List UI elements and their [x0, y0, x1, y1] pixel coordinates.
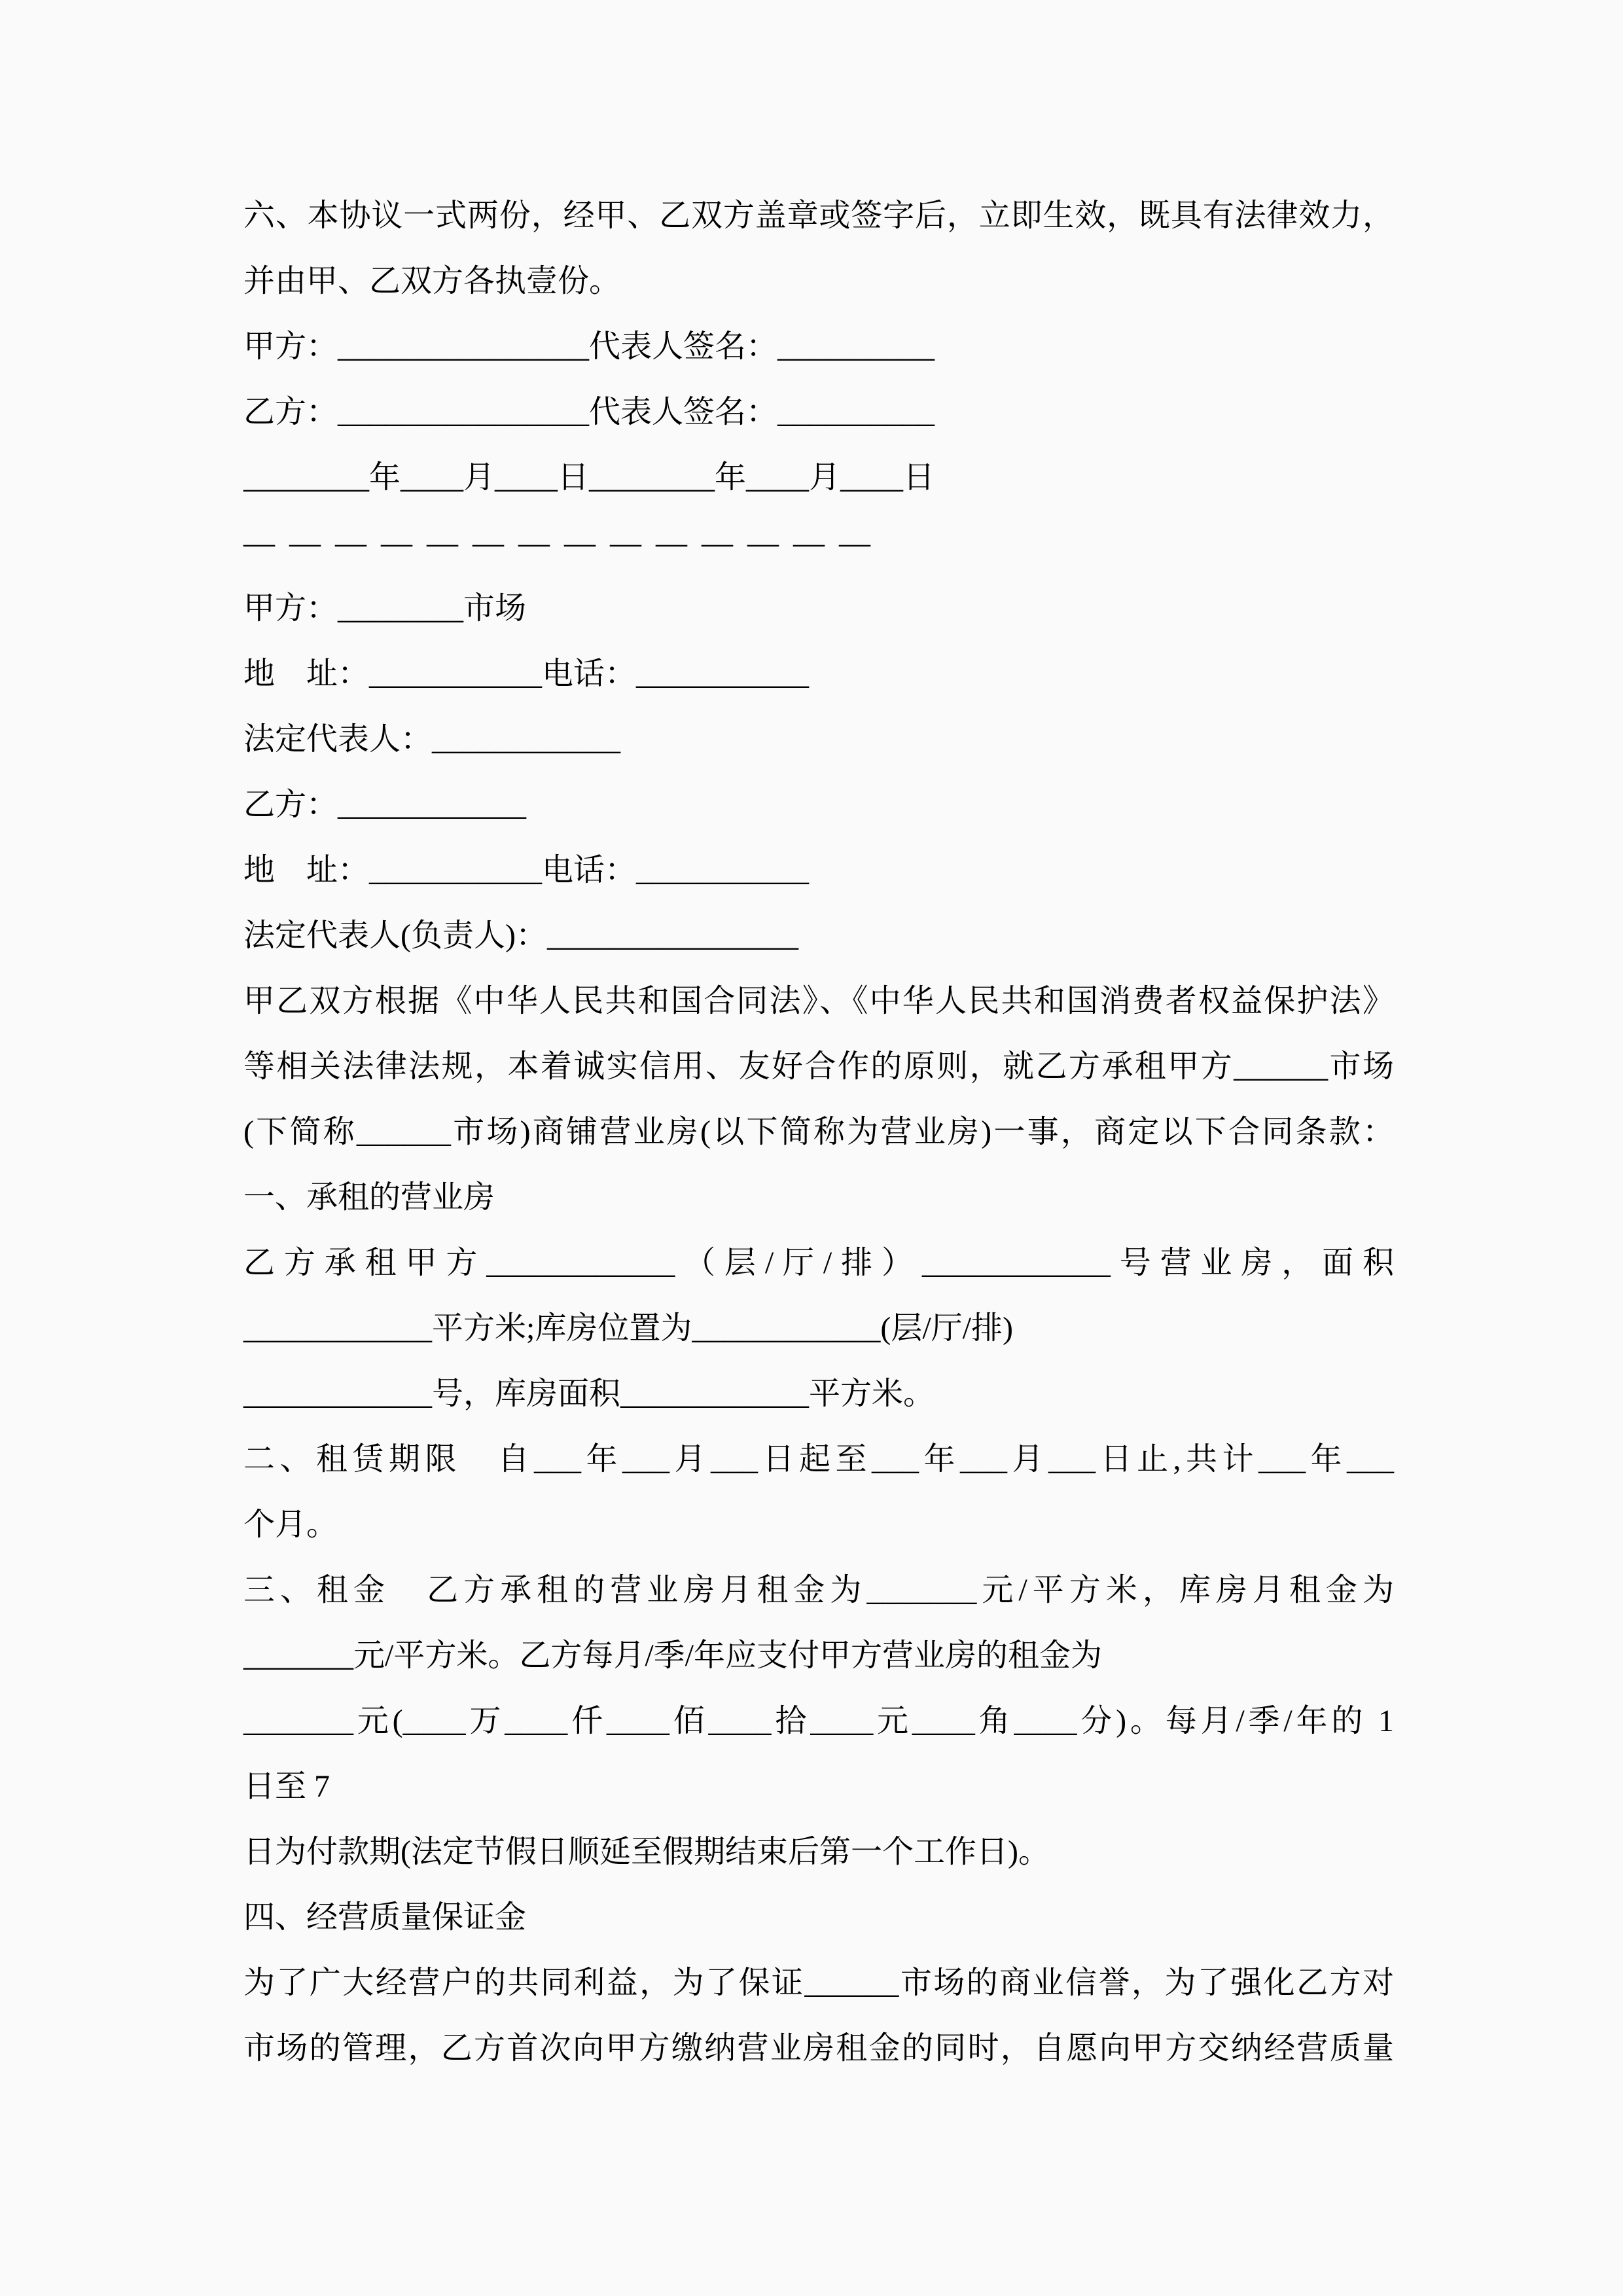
party-a-name-line: 甲方：________市场 [243, 591, 527, 626]
preamble-line-1: 甲乙双方根据《中华人民共和国合同法》、《中华人民共和国消费者权益保护法》 [243, 984, 1394, 1018]
clause-3-line-3: _______元(____万____仟____佰____拾____元____角____分)。每月/季/年的 1 [243, 1704, 1394, 1738]
clause-3-line-5: 日为付款期(法定节假日顺延至假期结束后第一个工作日)。 [243, 1835, 1050, 1869]
preamble-line-3: (下简称______市场)商铺营业房(以下简称为营业房)一事，商定以下合同条款： [243, 1115, 1394, 1149]
clause-1-title: 一、承租的营业房 [243, 1180, 495, 1215]
clause-3-line-4: 日至 7 [243, 1769, 330, 1804]
clause-3-line-1: 三、租金 乙方承租的营业房月租金为_______元/平方米，库房月租金为 [243, 1573, 1394, 1607]
preamble-line-2: 等相关法律法规，本着诚实信用、友好合作的原则，就乙方承租甲方______市场 [243, 1049, 1394, 1084]
party-b-address-line: 地 址：___________电话：___________ [243, 853, 810, 888]
clause-1-line-2: ____________平方米;库房位置为____________(层/厅/排) [243, 1311, 1013, 1346]
party-a-address-line: 地 址：___________电话：___________ [243, 656, 810, 691]
party-b-name-line: 乙方：____________ [243, 787, 527, 822]
party-b-rep-line: 法定代表人(负责人)：________________ [243, 918, 798, 953]
clause-4-line-1: 为了广大经营户的共同利益，为了保证______市场的商业信誉，为了强化乙方对 [243, 1965, 1394, 2000]
clause-4-line-2: 市场的管理，乙方首次向甲方缴纳营业房租金的同时，自愿向甲方交纳经营质量 [243, 2031, 1394, 2066]
clause-6-line-2: 并由甲、乙双方各执壹份。 [243, 264, 621, 298]
clause-1-line-3: ____________号，库房面积____________平方米。 [243, 1376, 935, 1411]
separator-dashes: —————————————— [243, 526, 885, 560]
clause-2-line-1: 二、租赁期限 自___年___月___日起至___年___月___日止,共计___年___ [243, 1442, 1394, 1477]
document-body [243, 183, 1394, 2081]
date-line: ________年____月____日________年____月____日 [243, 460, 935, 495]
clause-2-line-2: 个月。 [243, 1507, 338, 1542]
party-a-signature-line: 甲方：________________代表人签名：__________ [243, 329, 935, 364]
clause-3-line-2: _______元/平方米。乙方每月/季/年应支付甲方营业房的租金为 [243, 1638, 1103, 1673]
clause-6-line-1: 六、本协议一式两份，经甲、乙双方盖章或签字后，立即生效，既具有法律效力， [243, 198, 1394, 233]
clause-4-title: 四、经营质量保证金 [243, 1900, 527, 1935]
clause-1-line-1: 乙方承租甲方____________（层/厅/排）____________号营业房，面积 [243, 1246, 1394, 1280]
party-b-signature-line: 乙方：________________代表人签名：__________ [243, 395, 935, 429]
party-a-rep-line: 法定代表人：____________ [243, 722, 621, 757]
